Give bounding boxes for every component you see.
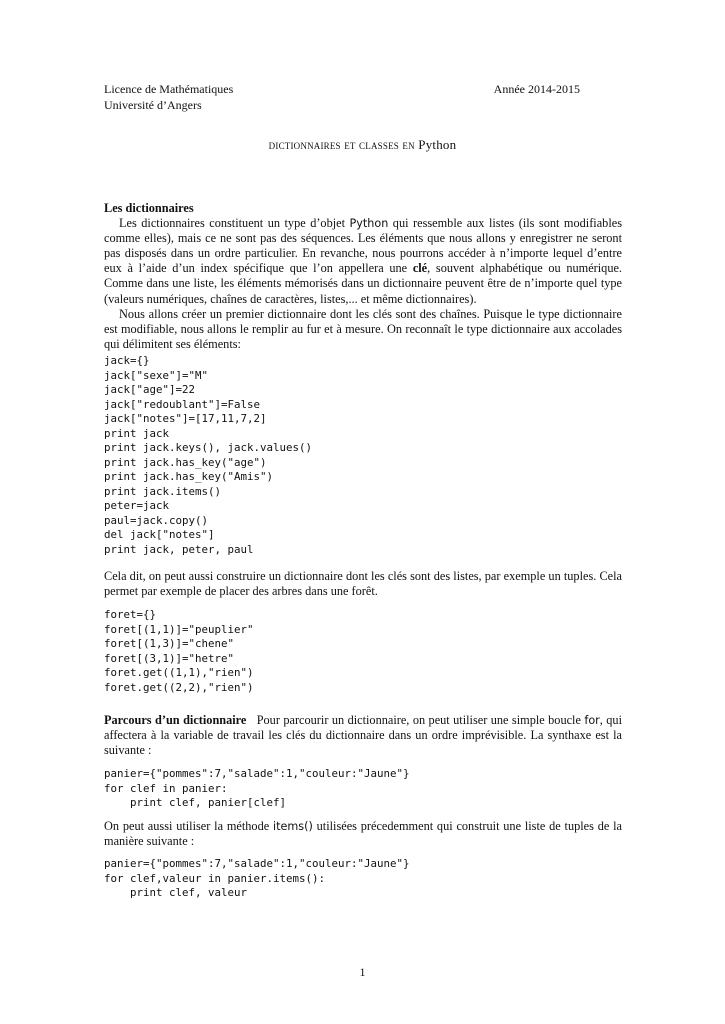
title-smallcaps: dictionnaires et classes en: [268, 137, 415, 152]
parcours-for: for: [584, 714, 600, 727]
parcours-text-a: Pour parcourir un dictionnaire, on peut utiliser une simple boucle: [256, 713, 585, 727]
header-year: Année 2014-2015: [493, 82, 580, 96]
code-block-jack: jack={} jack["sexe"]="M" jack["age"]=22 jack["redoublant"]=False jack["notes"]=[17,11,7,2] print jack print jack.keys(), jack.values() print jack.has_key("age") print jack.has_key("Amis") print jack.items() peter=jack paul=jack.copy() del jack["notes"] print jack, peter, paul: [104, 354, 313, 556]
paragraph-intro: [104, 216, 622, 307]
page-number: 1: [359, 965, 366, 979]
document-title: [0, 137, 725, 153]
code-block-panier-items: panier={"pommes":7,"salade":1,"couleur:"Jaune"} for clef,valeur in panier.items(): print clef, valeur: [104, 857, 410, 899]
paragraph-tuples: Cela dit, on peut aussi construire un dictionnaire dont les clés sont des listes, par exemple un tuples. Cela permet par exemple de placer des arbres dans une forêt.: [104, 569, 622, 599]
paragraph-parcours: [104, 713, 622, 758]
intro-text-c: , souvent alphabétique ou numérique. Comme dans une liste, les éléments mémorisés dans un dictionnaire peuvent être de n’importe quel type (valeurs numériques, chaînes de caractères, listes,... et même dictionnaires).: [104, 261, 622, 306]
header-institution: [104, 81, 233, 113]
header-course: Licence de Mathématiques: [104, 82, 234, 96]
section-heading-parcours: Parcours d’un dictionnaire: [104, 713, 247, 727]
items-text-a: On peut aussi utiliser la méthode: [104, 819, 273, 833]
items-text-b: utilisées précedemment qui construit une liste de tuples de la manière suivante :: [104, 819, 623, 849]
items-method: items(): [273, 820, 313, 833]
code-block-foret: foret={} foret[(1,1)]="peuplier" foret[(1,3)]="chene" foret[(3,1)]="hetre" foret.get((1,1),"rien") foret.get((2,2),"rien"): [104, 608, 254, 694]
header-university: Université d’Angers: [104, 98, 202, 112]
paragraph-items: [104, 819, 622, 849]
parcours-text-b: , qui affectera à la variable de travail les clés du dictionnaire dans un ordre imprévisible. La synthaxe est la suivante :: [104, 713, 622, 758]
paragraph-create: Nous allons créer un premier dictionnaire dont les clés sont des chaînes. Puisque le type dictionnaire est modifiable, nous allons le remplir au fur et à mesure. On reconnaît le type dictionnaire aux accolades qui délimitent ses éléments:: [104, 306, 622, 351]
intro-text-b: qui ressemble aux listes (ils sont modifiables comme elles), mais ce ne sont pas des séquences. Les éléments que nous allons y enregistrer ne seront pas disposés dans un ordre particulier. En revanche, nous pourrons accéder à n’importe lequel d’entre eux à l’aide d’un index spécifique que l’on appellera une: [104, 216, 622, 276]
code-block-panier-loop: panier={"pommes":7,"salade":1,"couleur:"Jaune"} for clef in panier: print clef, panier[clef]: [104, 767, 410, 809]
section-heading-dictionnaires: Les dictionnaires: [104, 201, 194, 215]
intro-python: Python: [349, 217, 389, 231]
title-python: Python: [418, 137, 457, 152]
section-parcours: [104, 713, 622, 758]
section-dictionnaires: [104, 201, 622, 352]
intro-cle: clé: [412, 261, 428, 276]
intro-text-a: Les dictionnaires constituent un type d’objet: [119, 216, 350, 231]
